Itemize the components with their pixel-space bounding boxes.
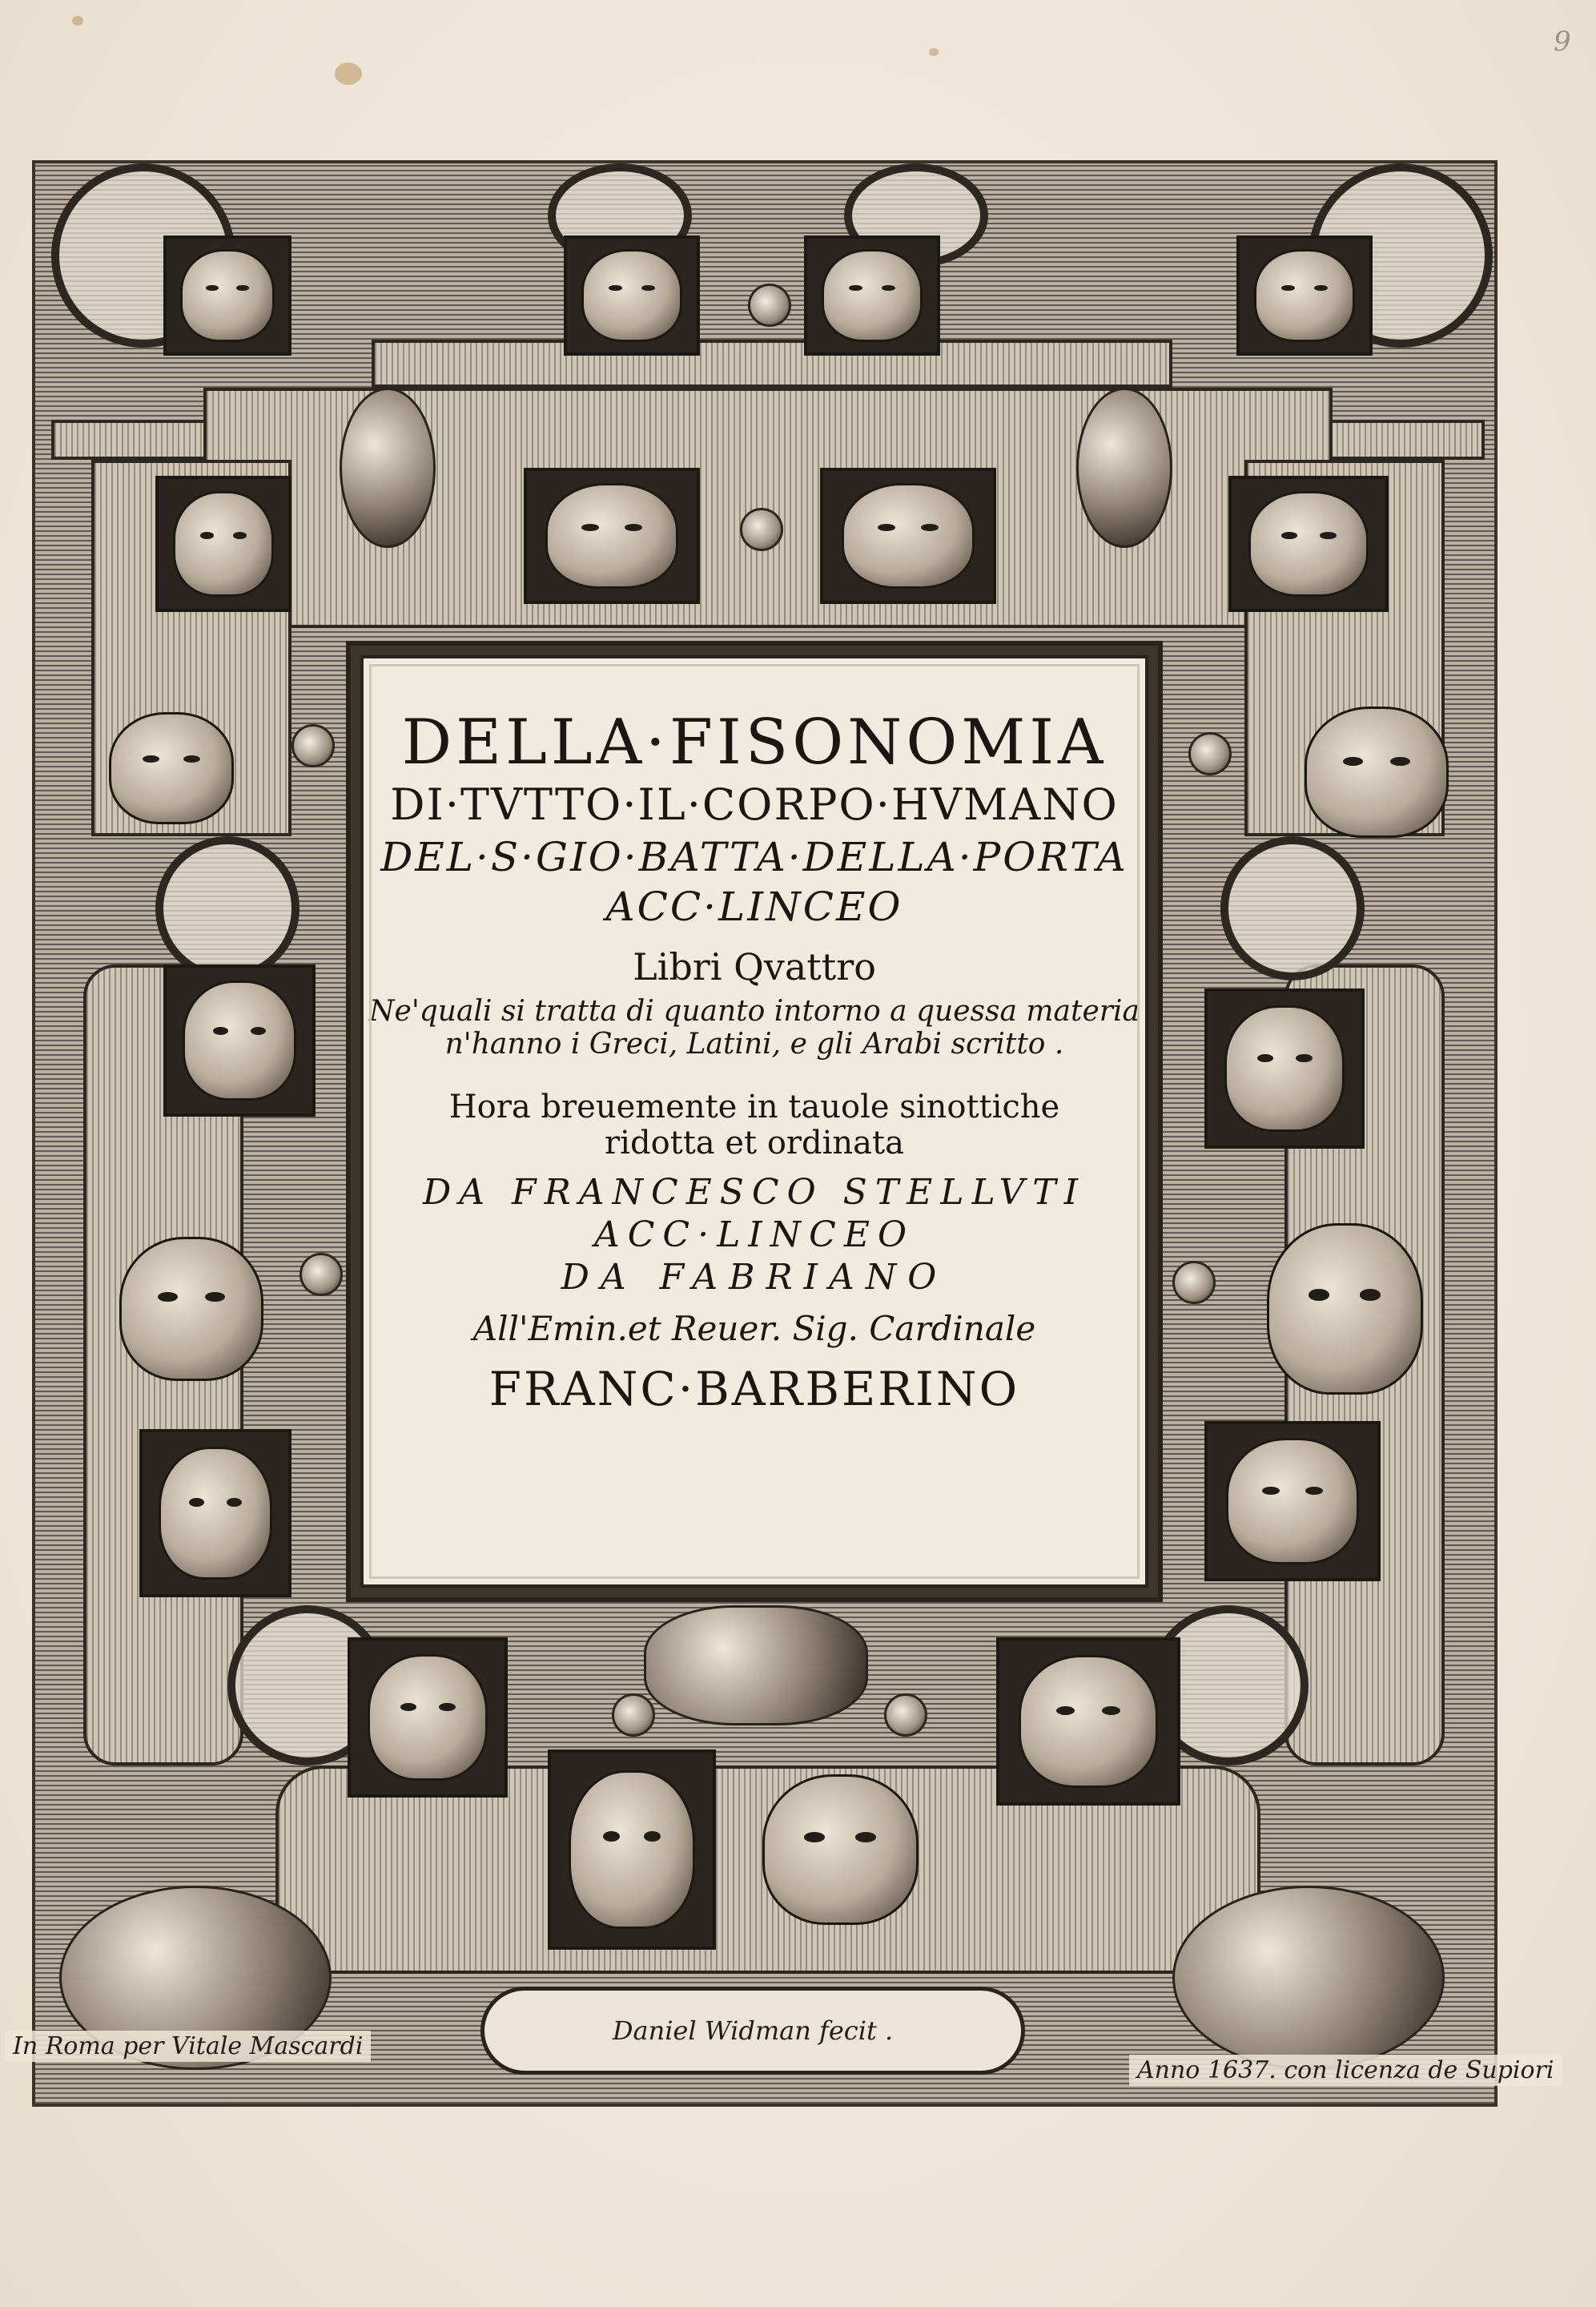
- youth-head-left-4: [139, 1429, 291, 1597]
- books-line: Libri Qvattro: [633, 944, 876, 988]
- face-carving: [1224, 1005, 1345, 1131]
- dedicatee-line: FRANC·BARBERINO: [488, 1362, 1020, 1417]
- human-head-top-left: [163, 236, 291, 356]
- face-carving: [842, 483, 974, 590]
- face-carving: [581, 249, 682, 342]
- bull-head-bottom-center: [740, 1757, 940, 1942]
- stud: [612, 1693, 655, 1737]
- eagle-head-right-2: [1204, 988, 1365, 1149]
- imprint-right: Anno 1637. con licenza de Supiori: [1129, 2055, 1562, 2086]
- profile-head-left-2: [163, 964, 316, 1117]
- foxing-stain: [335, 62, 362, 85]
- stud: [884, 1693, 927, 1737]
- stud: [740, 508, 783, 551]
- foxing-stain: [929, 48, 939, 56]
- fruit-garland-left-upper: [340, 388, 436, 548]
- description-line-1: Ne'quali si tratta di quanto intorno a quessa materia: [369, 995, 1140, 1029]
- face-carving: [569, 1770, 695, 1929]
- title-tablet: [346, 641, 1163, 1602]
- foxing-stain: [72, 16, 83, 26]
- academy-line: ACC·LINCEO: [605, 883, 903, 930]
- profile-head-left-3: [99, 1221, 283, 1397]
- engraver-signature: Daniel Widman fecit .: [612, 2015, 894, 2046]
- description-line-2: n'hanno i Greci, Latini, e gli Arabi scritto .: [444, 1027, 1064, 1061]
- face-carving: [1254, 249, 1355, 342]
- editor-city-line: DA FABRIANO: [561, 1257, 948, 1298]
- face-carving: [1248, 491, 1369, 598]
- face-carving: [119, 1237, 263, 1381]
- cat-head-right-4: [1204, 1421, 1381, 1581]
- face-carving: [1226, 1438, 1358, 1564]
- ape-head-top-center: [804, 236, 940, 356]
- engraver-cartouche: [480, 1987, 1025, 2075]
- face-carving: [822, 249, 923, 342]
- abridged-line-1: Hora breuemente in tauole sinottiche: [448, 1088, 1060, 1125]
- title-line-2: DI·TVTTO·IL·CORPO·HVMANO: [390, 779, 1119, 831]
- face-carving: [1267, 1223, 1423, 1394]
- shell-ornament-bottom: [644, 1605, 868, 1725]
- editor-line: DA FRANCESCO STELLVTI: [423, 1171, 1086, 1213]
- title-tablet-inner: [360, 655, 1148, 1588]
- stud: [300, 1253, 343, 1296]
- rooster-head-top-right: [1236, 236, 1373, 356]
- face-carving: [109, 712, 234, 823]
- fruit-garland-bottom-right: [1172, 1886, 1445, 2070]
- sheep-head-bottom-right: [996, 1637, 1180, 1806]
- scroll-right-middle: [1220, 836, 1365, 980]
- stud: [748, 284, 791, 327]
- face-carving: [762, 1774, 919, 1926]
- face-carving: [545, 483, 677, 590]
- human-head-bottom-center: [548, 1749, 716, 1950]
- top-pediment: [372, 340, 1172, 388]
- face-carving: [180, 249, 275, 342]
- face-carving: [173, 491, 274, 598]
- stud: [1172, 1261, 1216, 1304]
- human-head-upper-left: [155, 476, 291, 612]
- imprint-left: In Roma per Vitale Mascardi: [5, 2031, 371, 2062]
- author-line: DEL·S·GIO·BATTA·DELLA·PORTA: [380, 833, 1128, 880]
- title-line-1: DELLA·FISONOMIA: [401, 707, 1108, 779]
- face-carving: [183, 980, 296, 1100]
- bearded-head-center-left: [524, 468, 700, 604]
- face-carving: [1019, 1655, 1157, 1788]
- scroll-left-middle: [155, 836, 300, 980]
- page-number: 9: [1554, 26, 1571, 58]
- editor-academy-line: ACC·LINCEO: [593, 1214, 915, 1255]
- lion-head-center-right: [820, 468, 996, 604]
- dog-head-right-1: [1284, 692, 1469, 852]
- dedication-line: All'Emin.et Reuer. Sig. Cardinale: [472, 1309, 1036, 1349]
- donkey-head-right-3: [1244, 1205, 1445, 1413]
- stud: [291, 724, 335, 767]
- stud: [1188, 732, 1232, 775]
- human-head-top-center: [564, 236, 700, 356]
- face-carving: [1305, 707, 1448, 838]
- fruit-garland-right-upper: [1076, 388, 1172, 548]
- face-carving: [368, 1654, 488, 1780]
- abridged-line-2: ridotta et ordinata: [605, 1124, 904, 1162]
- profile-head-left-1: [91, 700, 251, 836]
- face-carving: [159, 1447, 272, 1580]
- human-head-bottom-left: [348, 1637, 508, 1798]
- ox-head-upper-right: [1228, 476, 1389, 612]
